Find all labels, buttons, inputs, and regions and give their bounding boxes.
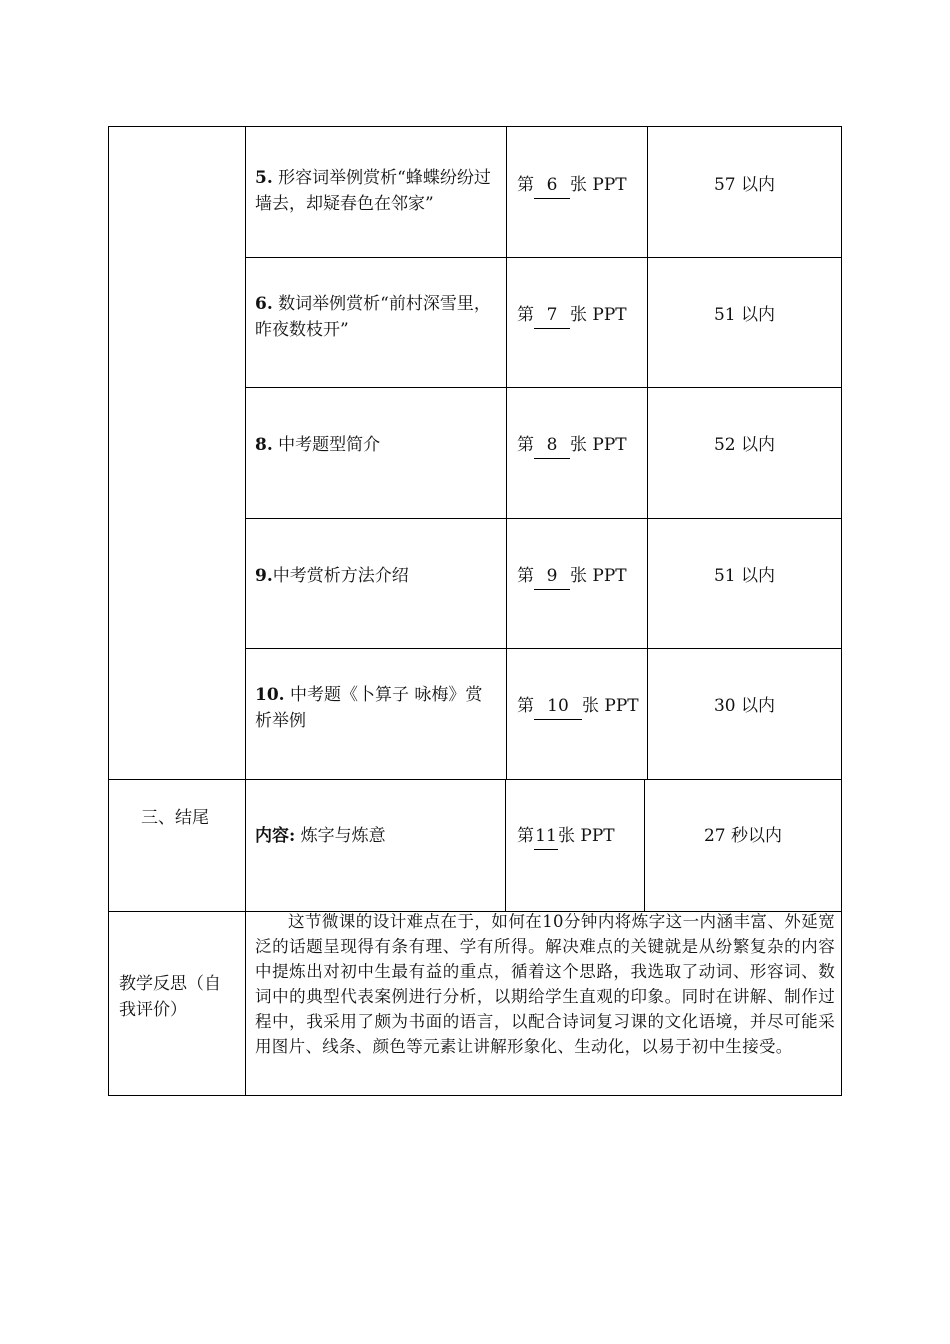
col-divider-2b bbox=[505, 779, 506, 911]
item-text: 形容词举例赏析“蜂蝶纷纷过墙去，却疑春色在邻家” bbox=[255, 168, 491, 214]
item-number: 5. bbox=[255, 168, 273, 188]
time-cell: 57 以内 bbox=[713, 175, 776, 195]
col-divider-1 bbox=[245, 127, 246, 1095]
item-text: 中考题《卜算子 咏梅》赏析举例 bbox=[255, 685, 483, 731]
table-row bbox=[255, 165, 499, 217]
slide-cell: 第 9 张 PPT bbox=[517, 563, 627, 590]
item-number: 8. bbox=[255, 435, 273, 455]
table-row bbox=[255, 563, 499, 589]
slide-cell: 第 7 张 PPT bbox=[517, 302, 627, 329]
item-number: 6. bbox=[255, 294, 273, 314]
slide-number: 6 bbox=[534, 172, 570, 199]
time-cell: 51 以内 bbox=[713, 566, 776, 586]
slide-number: 10 bbox=[534, 693, 582, 720]
slide-number: 8 bbox=[534, 432, 570, 459]
row-divider bbox=[245, 387, 841, 388]
table-row bbox=[255, 682, 499, 734]
slide-cell: 第 6 张 PPT bbox=[517, 172, 627, 199]
item-number: 9. bbox=[255, 566, 273, 586]
row-divider bbox=[245, 648, 841, 649]
ending-content bbox=[255, 823, 499, 849]
slide-cell: 第 8 张 PPT bbox=[517, 432, 627, 459]
time-cell: 51 以内 bbox=[713, 305, 776, 325]
stage-label: 三、结尾 bbox=[141, 808, 209, 828]
slide-cell: 第11张 PPT bbox=[517, 823, 615, 850]
reflection-text: 这节微课的设计难点在于，如何在10分钟内将炼字这一内涵丰富、外延宽泛的话题呈现得有条有理、学有所得。解决难点的关键就是从纷繁复杂的内容中提炼出对初中生最有益的重点，循着这个思路，我选取了动词、形容词、数词中的典型代表案例进行分析，以期给学生直观的印象。同时在讲解、制作过程中，我采用了颇为书面的语言，以配合诗词复习课的文化语境，并尽可能采用图片、线条、颜色等元素让讲解形象化、生动化，以易于初中生接受。 bbox=[255, 912, 835, 1056]
row-divider bbox=[109, 779, 841, 780]
time-cell: 52 以内 bbox=[713, 435, 776, 455]
slide-number: 11 bbox=[534, 823, 558, 850]
time-cell: 30 以内 bbox=[713, 696, 776, 716]
item-number: 10. bbox=[255, 685, 285, 705]
item-text: 数词举例赏析“前村深雪里，昨夜数枝开” bbox=[255, 294, 491, 340]
item-text: 中考赏析方法介绍 bbox=[272, 566, 409, 586]
slide-number: 9 bbox=[534, 563, 570, 590]
row-divider bbox=[245, 257, 841, 258]
item-text: 中考题型简介 bbox=[278, 435, 381, 455]
time-cell: 27 秒以内 bbox=[703, 826, 783, 846]
content-text: 炼字与炼意 bbox=[300, 826, 386, 846]
slide-cell: 第 10 张 PPT bbox=[517, 693, 639, 720]
table-row bbox=[255, 432, 499, 458]
lesson-plan-table bbox=[108, 126, 842, 1096]
col-divider-2 bbox=[506, 127, 507, 779]
table-row bbox=[255, 291, 499, 343]
content-label: 内容: bbox=[255, 826, 296, 846]
row-divider bbox=[245, 518, 841, 519]
reflection-label: 教学反思（自我评价） bbox=[119, 974, 221, 1020]
slide-number: 7 bbox=[534, 302, 570, 329]
